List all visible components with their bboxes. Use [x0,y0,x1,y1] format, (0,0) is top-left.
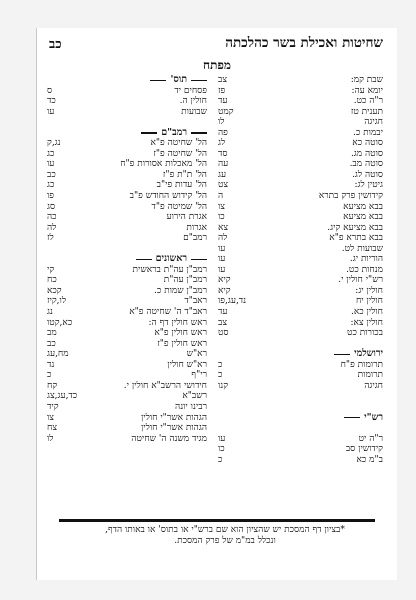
page-reference: כב [47,169,56,180]
page-reference: לה [218,233,228,244]
page-reference: כ [218,359,223,370]
page-reference: קכא [47,285,62,296]
page-reference: כו [218,212,225,223]
page-reference: קמט [218,106,234,117]
source-name: רשב"א [182,391,207,402]
index-entry [47,180,207,191]
dash-rule [136,259,152,260]
index-entry [47,191,207,202]
index-entry [218,455,383,466]
index-entry [47,96,207,107]
source-name: ראש חולין פ"א [154,328,207,339]
page-reference: כ [218,454,223,465]
index-entry [218,328,383,339]
source-name: הל' שמיטה פ"ד [151,201,207,212]
page-reference: כה [47,212,57,223]
source-name: חולין צא: [350,317,383,328]
index-entry [47,307,207,318]
source-name: ראב"ד ה' שחיטה פ"א [129,307,207,318]
page-reference: כב [47,338,56,349]
page-reference: נג [47,307,53,318]
source-name: רמב"ם [183,233,207,244]
index-entry [47,223,207,234]
section-label: רמב"ם [161,126,187,138]
source-name: ר"ה יט [358,433,383,444]
source-name: פסחים יד [174,85,207,96]
source-name: אגרת הירוע [166,212,207,223]
dash-rule [191,132,207,133]
index-entry [47,275,207,286]
page-reference: לו [218,117,225,128]
section-heading [218,349,383,360]
index-entry [47,370,207,381]
index-entry [218,128,383,139]
index-entry [218,170,383,181]
source-name: חולין כא. [350,307,383,318]
page-reference: צב [218,75,228,85]
index-entry [47,339,207,350]
page-reference: פז [218,85,226,96]
page-reference: עו [218,254,226,265]
index-entry [218,370,383,381]
page-reference: קיא [218,285,231,296]
index-entry [218,307,383,318]
index-entry [218,254,383,265]
source-name: תענית טז [350,106,383,117]
page-number: כב [49,37,62,52]
page-reference: קי [47,264,55,275]
page-reference: קיד [47,401,59,412]
section-label: תוס' [170,74,187,85]
source-name: קידושין סב [345,444,383,455]
page-reference: כד,עג,צג [47,391,78,402]
page-reference: עו [218,264,226,275]
index-entry [218,286,383,297]
index-entry [218,296,383,307]
page-reference: מב [47,328,57,339]
index-entry [47,265,207,276]
dash-rule [334,354,350,355]
index-entry [47,328,207,339]
source-name: תרומות פ"ח [340,359,383,370]
index-entry [218,202,383,213]
page-reference: כג [47,148,55,159]
source-name: חגיגה [364,117,383,128]
page-reference: לו [47,433,54,444]
page-reference: עד [218,307,228,318]
page-reference: כח [47,275,57,286]
section-heading [47,75,207,86]
page-reference: לו,קיז [47,296,67,307]
index-entry [218,138,383,149]
source-name: חולין יח [355,296,383,307]
dash-rule [191,80,207,81]
source-name: שבת קמ: [350,75,383,85]
index-entry [218,444,383,455]
index-entry [47,434,207,445]
source-name: הל' ת"ת פ"ז [162,169,207,180]
page-reference: פו [47,191,55,202]
index-entry [47,413,207,424]
footnote-divider [59,519,375,522]
source-name: סוטה מב. [349,159,383,170]
source-name: קידושין פרק בתרא [318,191,383,202]
section-heading [218,413,383,424]
index-entry [218,149,383,160]
page-reference: צב [218,317,228,328]
dash-rule [344,417,360,418]
source-name: רי"ף [191,370,207,381]
index-entry [47,318,207,329]
index-entry [47,381,207,392]
page-reference: נד,עג,פו [218,296,247,307]
spacer [218,391,383,402]
index-entry [47,296,207,307]
page-reference: פה [218,127,228,138]
footnote: *בציון דף המסכת יש שהציון הוא שם ברש"י או בתוס' או באותו הדף, ונכלל במ"מ של פרק המסכת. [105,525,345,546]
index-entry [47,286,207,297]
source-name: גיטין לג: [354,180,383,191]
page-reference: סט [218,328,229,339]
source-name: סוטה כא [352,138,383,149]
index-entry [47,170,207,181]
source-name: בבא בתרא פ"א [329,233,383,244]
page-reference: סג [47,201,56,212]
source-name: בבא מציעא קיג. [327,222,383,233]
source-name: ר"ה כט. [353,96,383,107]
source-name: רבינו יונה [175,401,207,412]
page-reference: לג [218,138,226,149]
source-name: ראש חולין דף ה: [148,317,207,328]
page-reference: נג,ק [47,138,61,149]
source-name: אגרות [186,222,207,233]
page-reference: צו [47,412,55,423]
source-name: הגהות אשר"י חולין [140,423,207,434]
source-name: בכורות כט [347,328,383,339]
page-reference: עה [218,159,229,170]
index-entry [218,96,383,107]
index-entry [218,434,383,445]
section-heading [47,254,207,265]
index-entry [218,381,383,392]
source-name: חגיגה [364,380,383,391]
source-name: חידושי הרשב"א חולין י. [123,380,207,391]
page-reference: עו [47,159,55,170]
source-name: חולין יג: [355,285,383,296]
index-entry [47,423,207,434]
index-entry [47,86,207,97]
source-name: בבא מציעא [343,212,383,223]
page-reference: סד [218,148,228,159]
page-reference: עו [47,106,55,117]
left-index-column [47,75,207,444]
index-entry [218,191,383,202]
index-entry [218,212,383,223]
index-entry [47,138,207,149]
source-name: חולין ה. [179,96,207,107]
index-entry [218,86,383,97]
page-reference: צו [218,201,226,212]
page-reference: קיא [218,275,231,286]
index-entry [218,180,383,191]
page-title: שחיטות ואכילת בשר כהלכתה [225,35,383,51]
page-reference: כו [218,444,225,455]
source-name: הל' שחיטה פ"ז [153,148,207,159]
page-reference: ס [47,85,53,96]
source-name: הל' מאכלות אסורות פ"ח [120,159,207,170]
source-name: ראש חולין פ"ז [157,338,207,349]
source-name: שבועות [181,106,207,117]
source-name: תרומות [357,370,383,381]
source-name: רמב"ן עה"ת בראשית [132,264,207,275]
index-entry [218,159,383,170]
page-reference: עג [218,169,227,180]
source-name: רמב"ן שמות כ. [153,285,207,296]
page-reference: קח [47,380,58,391]
index-entry [47,349,207,360]
page-reference: כג [47,180,55,191]
page-reference: לה [47,222,57,233]
section-label: ראשונים [155,253,187,265]
index-entry [47,212,207,223]
spacer [218,423,383,434]
page-reference: ה [218,191,224,202]
section-label: ירושלמי [354,348,383,360]
source-name: הגהות אשר"י חולין [140,412,207,423]
page-reference: כ [47,370,52,381]
index-entry [218,223,383,234]
index-entry [47,360,207,371]
index-entry [47,402,207,413]
source-name: רמב"ן עה"ת [163,275,207,286]
index-entry [218,233,383,244]
source-name: רא"ש חולין [167,359,207,370]
index-heading: מפתח [202,58,232,72]
index-entry [218,360,383,371]
index-entry [47,233,207,244]
source-name: ב"מ כא [356,454,383,465]
source-name: ראב"ד [184,296,207,307]
right-index-column [218,75,383,465]
index-page [36,28,397,580]
index-entry [218,318,383,329]
index-entry [218,107,383,118]
page-reference: כד [47,96,56,107]
index-entry [218,265,383,276]
page-reference: לז [47,233,54,244]
page-reference: כ [218,370,223,381]
page-reference: מח,עג [47,349,69,360]
source-name: הל' עדות פי"ב [156,180,207,191]
source-name: מנחות כט. [346,264,383,275]
index-entry [218,117,383,128]
index-entry [218,275,383,286]
page-reference: צט [218,180,229,191]
source-name: הל' קידוש החודש פ"ב [129,191,207,202]
source-name: מגיד משנה ה' שחיטה [131,433,207,444]
source-name: רא"ש [186,349,207,360]
source-name: יבמות כ. [353,127,383,138]
dash-rule [150,80,166,81]
page-reference: כא,קטו [47,317,73,328]
source-name: יומא עה: [351,85,383,96]
source-name: שבועות לט. [341,243,383,254]
page-reference: נד [47,359,55,370]
source-name: הל' שחיטה פ"א [150,138,207,149]
source-name: רש"י חולין י. [338,275,383,286]
page-reference: צא [218,222,229,233]
source-name: סוטה לג. [352,169,383,180]
page-reference: קנו [218,380,229,391]
index-entry [47,391,207,402]
index-entry [47,159,207,170]
page-reference: עו [218,243,226,254]
page-reference: צח [47,423,58,434]
index-entry [218,75,383,86]
source-name: סוטה מג. [350,148,383,159]
index-entry [47,107,207,118]
source-name: הוריות יג. [349,254,383,265]
index-entry [47,149,207,160]
spacer [218,402,383,413]
source-name: בבא מציעא [343,201,383,212]
index-entry [218,244,383,255]
section-heading [47,128,207,139]
page-reference: עו [218,433,226,444]
page-reference: עד [218,96,228,107]
section-label: רש"י [364,411,383,423]
dash-rule [191,259,207,260]
index-entry [47,202,207,213]
dash-rule [141,132,157,133]
